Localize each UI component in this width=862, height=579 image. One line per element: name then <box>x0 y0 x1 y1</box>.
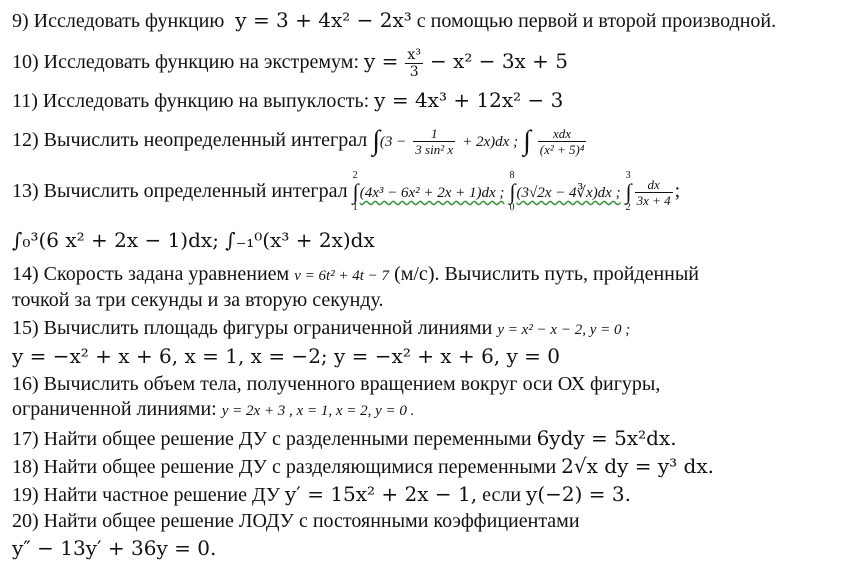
formula: y = x² − x − 2, y = 0 ; <box>497 322 631 338</box>
separator: ; <box>674 180 681 202</box>
problem-18 <box>12 454 714 479</box>
problem-number: 13) <box>12 180 39 202</box>
fraction <box>635 178 673 207</box>
problem-number: 10) <box>12 51 39 74</box>
fraction <box>538 127 587 156</box>
problem-number: 19) <box>12 484 39 506</box>
problem-15 <box>12 316 630 342</box>
problem-16-continued <box>12 397 414 423</box>
problem-text-tail: (м/с). Вычислить путь, пройденный <box>394 263 700 285</box>
fraction-numerator: 1 <box>413 127 455 142</box>
problem-text: Скорость задана уравнением <box>43 263 290 285</box>
integral-limits <box>509 171 515 213</box>
problem-10 <box>12 48 568 79</box>
problem-number: 15) <box>12 317 39 339</box>
fraction <box>413 127 455 156</box>
problem-15-continued: y = −x² + x + 6, x = 1, x = −2; y = −x² + x + 6, y = 0 <box>12 344 560 368</box>
integrand-prefix: (3 − <box>379 134 407 150</box>
integral-limits <box>353 171 359 213</box>
problem-number: 16) <box>12 373 39 395</box>
problem-number: 20) <box>12 510 39 532</box>
formula-prefix: y = <box>364 49 399 74</box>
upper-limit: 8 <box>509 170 515 182</box>
problem-text-tail: с помощью первой и второй производной. <box>416 10 777 32</box>
problem-14-continued: точкой за три секунды и за вторую секунду. <box>12 289 384 311</box>
problem-number: 14) <box>12 263 39 285</box>
fraction-numerator: dx <box>635 178 673 193</box>
upper-limit: 2 <box>352 170 358 182</box>
formula: y = 3 + 4x² − 2x³ <box>235 8 412 32</box>
formula: v = 6t² + 4t − 7 <box>294 268 390 284</box>
fraction-numerator: xdx <box>538 127 587 142</box>
problem-text: ограниченной линиями: <box>12 398 217 420</box>
problem-text: Вычислить определенный интеграл <box>43 180 348 202</box>
formula-suffix: − x² − 3x + 5 <box>429 49 569 74</box>
integral-sign: ∫ <box>523 125 531 157</box>
problem-20-continued: y″ − 13y′ + 36y = 0. <box>12 536 217 560</box>
problem-number: 18) <box>12 456 39 478</box>
problem-19 <box>12 482 631 507</box>
lower-limit: 0 <box>509 202 515 214</box>
upper-limit: 3 <box>625 170 631 182</box>
problem-text: Найти общее решение ДУ с разделенными переменными <box>43 428 532 450</box>
formula: y′ = 15x² + 2x − 1, <box>285 482 478 506</box>
problem-11 <box>12 88 563 113</box>
fraction-denominator: (x² + 5)⁴ <box>539 141 585 157</box>
fraction-denominator: 3 sin² x <box>415 141 454 157</box>
integral-sign: ∫ <box>509 179 516 205</box>
problem-17 <box>12 426 677 451</box>
integral-sign: ∫ <box>352 179 359 205</box>
integrand-a: (4x³ − 6x² + 2x + 1)dx ; <box>359 185 505 201</box>
lower-limit: 2 <box>625 202 631 214</box>
problem-text: Исследовать функцию на выпуклость: <box>42 90 370 112</box>
formula: 6ydy = 5x²dx. <box>536 426 677 450</box>
problem-20 <box>12 509 580 533</box>
problem-text-tail: если <box>482 484 522 506</box>
problem-13 <box>12 168 680 216</box>
integral-sign: ∫ <box>372 125 380 157</box>
problem-13-continued: ∫₀³(6 x² + 2x − 1)dx; ∫₋₁⁰(x³ + 2x)dx <box>12 228 375 252</box>
problem-text: Найти общее решение ДУ с разделяющимися переменными <box>43 456 557 478</box>
initial-condition: y(−2) = 3. <box>526 482 631 506</box>
problem-9 <box>12 8 776 33</box>
problem-number: 9) <box>12 10 29 32</box>
fraction-denominator: 3 <box>409 64 419 80</box>
problem-text: Исследовать функцию <box>33 10 225 32</box>
lower-limit: 1 <box>352 202 358 214</box>
problem-12 <box>12 120 588 162</box>
fraction-denominator: 3x + 4 <box>636 192 671 208</box>
integrand-b: (3√2x − 4∛x)dx ; <box>516 185 621 201</box>
problem-number: 11) <box>12 90 38 112</box>
problem-16 <box>12 372 660 396</box>
formula: 2√x dy = y³ dx. <box>561 454 714 478</box>
problem-text: Вычислить объем тела, полученного вращением вокруг оси ОХ фигуры, <box>43 373 661 395</box>
formula: y = 4x³ + 12x² − 3 <box>374 88 564 112</box>
problem-14 <box>12 262 699 288</box>
problem-text: Найти частное решение ДУ <box>43 484 280 506</box>
formula: y = 2x + 3 , x = 1, x = 2, y = 0 . <box>221 403 415 419</box>
problem-text: Вычислить неопределенный интеграл <box>43 129 368 151</box>
integrand-suffix: + 2x)dx ; <box>462 134 519 150</box>
problem-number: 12) <box>12 129 39 151</box>
problem-text: Исследовать функцию на экстремум: <box>43 51 359 74</box>
problem-text: Вычислить площадь фигуры ограниченной линиями <box>43 317 493 339</box>
problem-text: Найти общее решение ЛОДУ с постоянными коэффициентами <box>43 510 580 532</box>
integral-sign: ∫ <box>625 179 632 205</box>
fraction <box>405 48 423 79</box>
integral-limits <box>626 171 632 213</box>
fraction-numerator: x³ <box>407 47 421 63</box>
problem-number: 17) <box>12 428 39 450</box>
